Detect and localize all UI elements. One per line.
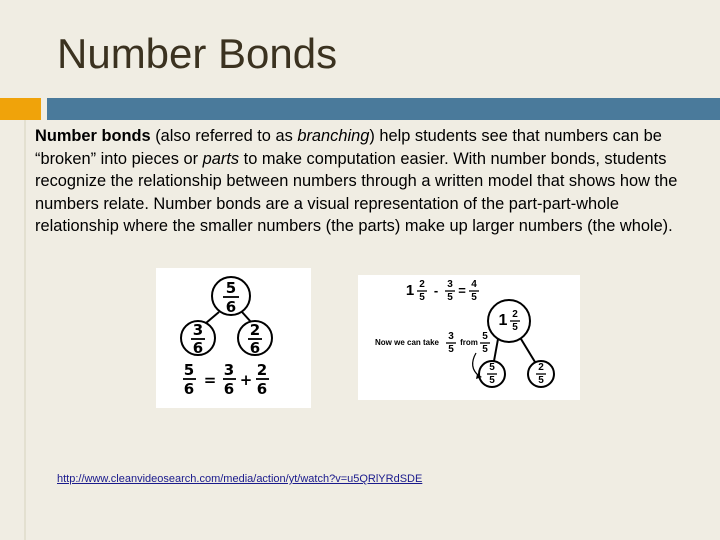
bond-left-num: 5 [489,362,495,373]
eq-f1-den: 5 [419,292,425,303]
eq-b-num: 3 [223,361,235,379]
number-bond-image-2 [358,275,580,400]
left-rule [24,120,26,540]
accent-bar-orange [0,98,41,120]
term-parts: parts [202,149,240,168]
accent-bar-blue [47,98,720,120]
bond-top-whole: 1 [498,312,508,329]
eq-f1-num: 2 [419,279,425,290]
fraction-whole-num: 5 [225,279,237,297]
slide-title: Number Bonds [57,30,338,77]
eq-c-num: 2 [256,361,268,379]
eq-c-den: 6 [256,380,268,398]
bond-top-num: 2 [512,309,518,320]
number-bond-image-1 [156,268,311,408]
eq-plus: + [239,371,253,389]
eq-a-num: 5 [183,361,195,379]
fraction-left-num: 3 [192,321,204,339]
caption-den: 5 [448,344,454,355]
number-bond-drawing-1 [156,268,311,408]
from-num: 5 [482,331,488,342]
caption-num: 3 [448,331,454,342]
text-segment: (also referred to as [150,127,298,145]
bond-top-den: 5 [512,322,518,333]
bond-left-den: 5 [489,375,495,386]
eq-f3-den: 5 [471,292,477,303]
bond-right-num: 2 [538,362,544,373]
eq-b-den: 6 [223,380,235,398]
eq-equals: = [203,371,217,389]
eq-equals-2: = [458,283,466,298]
text-segment: to make computation easier. With number bonds, students recognize the relationship between numbers through a written model that shows how the numbers relate. Number bonds are a visual representation of the part-part-whole relationship where the smaller numbers (the parts) make up larger numbers (the whole). [35,149,678,235]
eq-f2-den: 5 [447,292,453,303]
fraction-left-den: 6 [192,339,204,357]
fraction-right-den: 6 [249,339,261,357]
fraction-whole-den: 6 [225,298,237,316]
text-segment: ) help students see that numbers can be “broken” into pieces or [35,127,662,168]
caption-take: Now we can take [374,338,440,347]
from-den: 5 [482,344,488,355]
term-branching: branching [297,127,370,145]
eq-whole: 1 [405,282,415,299]
video-link[interactable]: http://www.cleanvideosearch.com/media/action/yt/watch?v=u5QRlYRdSDE [57,473,423,485]
bond-right-den: 5 [538,375,544,386]
eq-minus: - [433,283,439,298]
eq-f3-num: 4 [471,279,477,290]
body-paragraph [35,125,700,238]
fraction-right-num: 2 [249,321,261,339]
caption-from: from [460,338,478,347]
eq-f2-num: 3 [447,279,453,290]
eq-a-den: 6 [183,380,195,398]
term-number-bonds: Number bonds [35,127,151,145]
number-bond-drawing-2 [358,275,580,400]
